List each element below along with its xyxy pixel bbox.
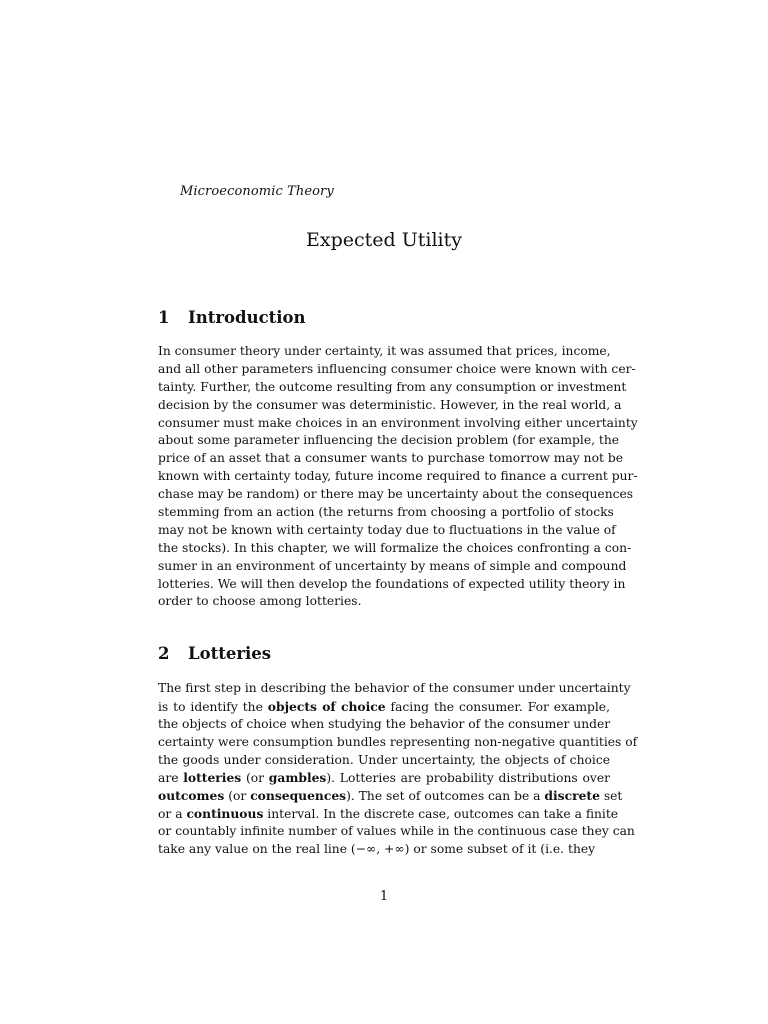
text-line (158, 593, 610, 611)
running-head: Microeconomic Theory (180, 184, 334, 199)
text-line (158, 486, 634, 504)
lotteries-paragraph (158, 680, 638, 859)
text-run: take any value on the real line (−∞, +∞) or some subset of it (i.e. they (158, 842, 596, 857)
text-line (158, 415, 638, 433)
text-line (158, 716, 610, 734)
section-title: Lotteries (188, 644, 272, 663)
text-run: facing the consumer. For example, (385, 699, 610, 714)
text-run: The first step in describing the behavior of the consumer under uncertainty (158, 681, 631, 695)
section-heading-introduction (158, 308, 306, 327)
bold-term: objects of choice (267, 698, 386, 714)
text-line (158, 361, 636, 379)
text-line (158, 752, 610, 770)
text-run: (or (224, 789, 251, 804)
text-line (158, 787, 623, 805)
text-run: consumer must make choices in an environment involving either uncertainty (158, 415, 638, 430)
text-line (158, 540, 632, 558)
text-run: stemming from an action (the returns from choosing a portfolio of stocks (158, 505, 614, 520)
text-line (158, 698, 610, 716)
text-line (158, 379, 627, 397)
text-line (158, 734, 638, 752)
bold-term: lotteries (183, 770, 242, 786)
text-run: tainty. Further, the outcome resulting from any consumption or investment (158, 379, 627, 394)
text-line (158, 343, 610, 361)
introduction-paragraph (158, 343, 638, 611)
text-run: or a (158, 807, 187, 822)
text-run: decision by the consumer was deterministic. However, in the real world, a (158, 397, 622, 412)
page-number: 1 (379, 889, 389, 904)
text-run: and all other parameters influencing consumer choice were known with cer- (158, 361, 636, 376)
text-line (158, 558, 627, 576)
text-line (158, 769, 610, 787)
text-run: set (599, 789, 623, 804)
text-line (158, 841, 610, 859)
text-run: order to choose among lotteries. (158, 594, 362, 609)
text-run: lotteries. We will then develop the foundations of expected utility theory in (158, 576, 626, 591)
bold-term: consequences (250, 788, 347, 804)
bold-term: outcomes (158, 788, 225, 804)
text-line (158, 805, 619, 823)
text-run: known with certainty today, future income required to finance a current pur- (158, 469, 638, 484)
text-line (158, 576, 626, 594)
text-run: about some parameter influencing the decision problem (for example, the (158, 433, 620, 448)
text-run: the goods under consideration. Under uncertainty, the objects of choice (158, 752, 610, 767)
text-line (158, 468, 638, 486)
text-run: is to identify the (158, 699, 268, 714)
bold-term: discrete (544, 788, 600, 804)
section-heading-lotteries (158, 644, 271, 663)
text-line (158, 397, 622, 415)
section-number: 2 (158, 644, 170, 663)
text-line (158, 823, 635, 841)
text-line (158, 432, 620, 450)
text-line (158, 504, 614, 522)
section-title: Introduction (188, 308, 306, 327)
section-number: 1 (158, 308, 170, 327)
text-run: In consumer theory under certainty, it was assumed that prices, income, (158, 344, 611, 358)
text-run: are (158, 771, 184, 786)
bold-term: gambles (268, 770, 327, 786)
text-run: the objects of choice when studying the behavior of the consumer under (158, 716, 611, 731)
bold-term: continuous (186, 806, 264, 822)
text-run: price of an asset that a consumer wants to purchase tomorrow may not be (158, 451, 623, 466)
text-run: interval. In the discrete case, outcomes can take a finite (263, 807, 619, 822)
text-run: chase may be random) or there may be uncertainty about the consequences (158, 487, 634, 502)
text-run: ). The set of outcomes can be a (346, 789, 545, 804)
text-run: (or (241, 771, 269, 786)
text-line (158, 680, 631, 698)
text-run: sumer in an environment of uncertainty by means of simple and compound (158, 558, 627, 573)
text-run: may not be known with certainty today due to fluctuations in the value of (158, 522, 616, 537)
text-line (158, 522, 616, 540)
text-run: certainty were consumption bundles representing non-negative quantities of (158, 734, 638, 749)
text-line (158, 450, 623, 468)
text-run: the stocks). In this chapter, we will formalize the choices confronting a con- (158, 540, 632, 555)
text-run: ). Lotteries are probability distributions over (326, 771, 610, 786)
document-title: Expected Utility (306, 229, 462, 251)
text-run: or countably infinite number of values while in the continuous case they can (158, 824, 635, 839)
